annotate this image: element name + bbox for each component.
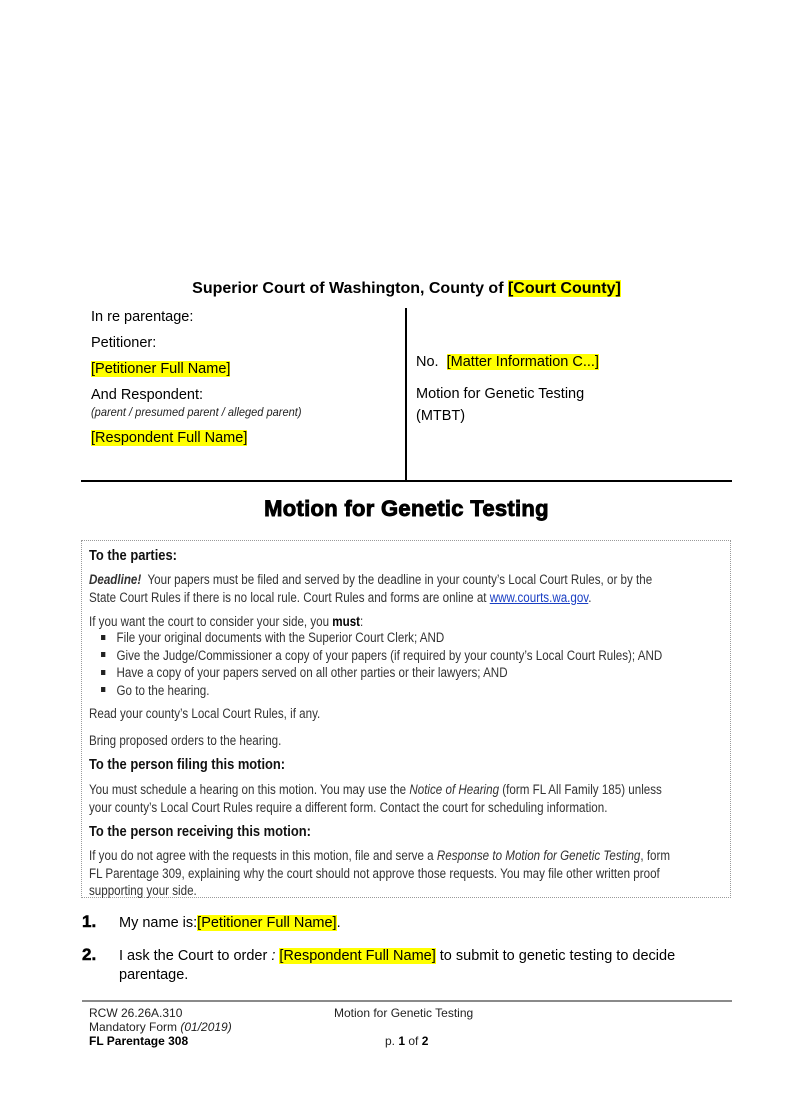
- item-number-1: 1.: [82, 912, 97, 931]
- filing-paragraph: [89, 781, 725, 816]
- deadline-text-2: State Court Rules if there is no local rule. Court Rules and forms are online at: [89, 589, 490, 605]
- local-rules-text: Read your county’s Local Court Rules, if any.: [89, 706, 321, 721]
- page-total: 2: [421, 1034, 429, 1048]
- respondent-sublabel: (parent / presumed parent / alleged parent): [91, 405, 302, 419]
- petitioner-label: Petitioner:: [91, 335, 157, 351]
- footer-rcw: RCW 26.26A.310: [89, 1006, 183, 1020]
- document-title: Motion for Genetic Testing: [264, 496, 549, 521]
- receiving-text: If you do not agree with the requests in this motion, file and serve a: [89, 848, 437, 863]
- item-1: [119, 914, 719, 933]
- item-2-suffix: to submit to genetic testing to decide parentage.: [119, 948, 676, 983]
- item-2: [119, 947, 719, 985]
- bullet-icon: [101, 670, 105, 675]
- footer-mandatory-label: Mandatory Form: [89, 1020, 181, 1034]
- court-prefix: Superior Court of Washington, County of: [192, 280, 508, 297]
- list-item: [101, 630, 444, 645]
- item-1-petitioner-field[interactable]: [Petitioner Full Name]: [197, 915, 337, 931]
- list-item: [101, 648, 662, 663]
- filing-text: (form FL All Family 185) unless: [499, 782, 662, 797]
- notice-of-hearing-ref: Notice of Hearing: [409, 782, 500, 797]
- item-1-suffix: .: [336, 915, 341, 931]
- item-2-respondent-field[interactable]: [Respondent Full Name]: [279, 948, 436, 964]
- deadline-text-1: Your papers must be filed and served by the deadline in your county’s Local Court Rules, or by the: [141, 572, 653, 587]
- instructions-box: To the parties: Deadline! Your papers must be filed and served by the deadline in your county’s Local Court Rules, or by the State Court Rules if there is no local rule. Court Rules and forms are online at www.courts.wa.gov. If you want the court to consider your side, you must: File your original documents with the Superior Court Clerk; AND Give the Judge/Commissioner a copy of your papers (if required by your county’s Local Court Rules); AND Have a copy of your papers served on all other parties or their lawyers; AND Go to the hearing. Read your county’s Local Court Rules, if any. Bring proposed orders to the hearing. To the person filing this motion: You must schedule a hearing on this motion. You may use the Notice of Hearing (form FL All Family 185) unless your county’s Local Court Rules require a different form. Contact the court for scheduling information. To the person receiving this motion: If you do not agree with the requests in this motion, file and serve a Response to Motion for Genetic Testing, form FL Parentage 309, explaining why the court should not approve those requests. You may file other written proof supporting your side.: [81, 540, 731, 898]
- respondent-label: And Respondent:: [91, 387, 204, 403]
- deadline-paragraph: [89, 571, 725, 589]
- courts-link[interactable]: www.courts.wa.gov: [489, 589, 589, 605]
- form-code-label: (MTBT): [416, 408, 466, 424]
- item-number-2: 2.: [82, 945, 97, 964]
- page-current: 1: [398, 1034, 406, 1048]
- bring-orders-text: Bring proposed orders to the hearing.: [89, 733, 282, 748]
- list-item-text: Give the Judge/Commissioner a copy of your papers (if required by your county’s Local Court Rules); AND: [116, 647, 663, 663]
- footer-mandatory: [89, 1020, 232, 1034]
- receiving-heading: To the person receiving this motion:: [89, 823, 311, 840]
- must-word: must: [332, 614, 361, 629]
- must-intro: If you want the court to consider your side, you must:: [89, 614, 364, 629]
- receiving-paragraph: [89, 847, 725, 900]
- item-2-colon: :: [271, 948, 276, 964]
- caption-rule: [81, 480, 732, 482]
- footer-mandatory-date: (01/2019): [180, 1020, 232, 1034]
- form-title-label: Motion for Genetic Testing: [416, 386, 585, 402]
- list-item-text: Go to the hearing.: [116, 682, 210, 698]
- footer-title: Motion for Genetic Testing: [334, 1006, 474, 1020]
- bullet-icon: [101, 687, 105, 692]
- respondent-name-field[interactable]: [Respondent Full Name]: [91, 430, 248, 446]
- in-re-label: In re parentage:: [91, 309, 194, 325]
- page-prefix: p.: [385, 1034, 399, 1048]
- filing-heading: To the person filing this motion:: [89, 756, 286, 773]
- footer-page-number: [385, 1034, 428, 1048]
- list-item: [101, 665, 508, 680]
- parties-heading: To the parties:: [89, 547, 177, 564]
- footer-form-id-text: FL Parentage 308: [89, 1034, 189, 1048]
- bullet-icon: [101, 635, 105, 640]
- footer-rule: [82, 1000, 732, 1002]
- receiving-text-2: FL Parentage 309, explaining why the court should not approve those requests. You may file other written proof: [89, 865, 660, 881]
- case-number-label: No.: [416, 354, 439, 370]
- receiving-text: , form: [640, 848, 671, 863]
- list-item-text: Have a copy of your papers served on all other parties or their lawyers; AND: [116, 665, 508, 680]
- case-number-row: [416, 354, 599, 370]
- caption-divider: [405, 308, 407, 481]
- filing-text: You must schedule a hearing on this motion. You may use the: [89, 782, 410, 797]
- must-intro-text: If you want the court to consider your side, you: [89, 614, 333, 629]
- case-number-field[interactable]: [Matter Information C...]: [446, 354, 599, 370]
- response-form-ref: Response to Motion for Genetic Testing: [436, 848, 641, 863]
- list-item-text: File your original documents with the Superior Court Clerk; AND: [116, 630, 445, 645]
- bullet-icon: [101, 652, 105, 657]
- court-title: [80, 280, 733, 298]
- deadline-label: Deadline!: [89, 572, 142, 587]
- filing-text-2: your county’s Local Court Rules require a different form. Contact the court for scheduling information.: [89, 799, 608, 815]
- item-1-prefix: My name is:: [119, 915, 198, 931]
- receiving-text-3: supporting your side.: [89, 883, 197, 898]
- list-item: [101, 683, 209, 698]
- court-county-field[interactable]: [Court County]: [507, 280, 621, 297]
- page-of: of: [405, 1034, 422, 1048]
- footer-form-id: [89, 1034, 188, 1048]
- item-2-prefix: I ask the Court to order: [119, 948, 272, 964]
- petitioner-name-field[interactable]: [Petitioner Full Name]: [91, 361, 231, 377]
